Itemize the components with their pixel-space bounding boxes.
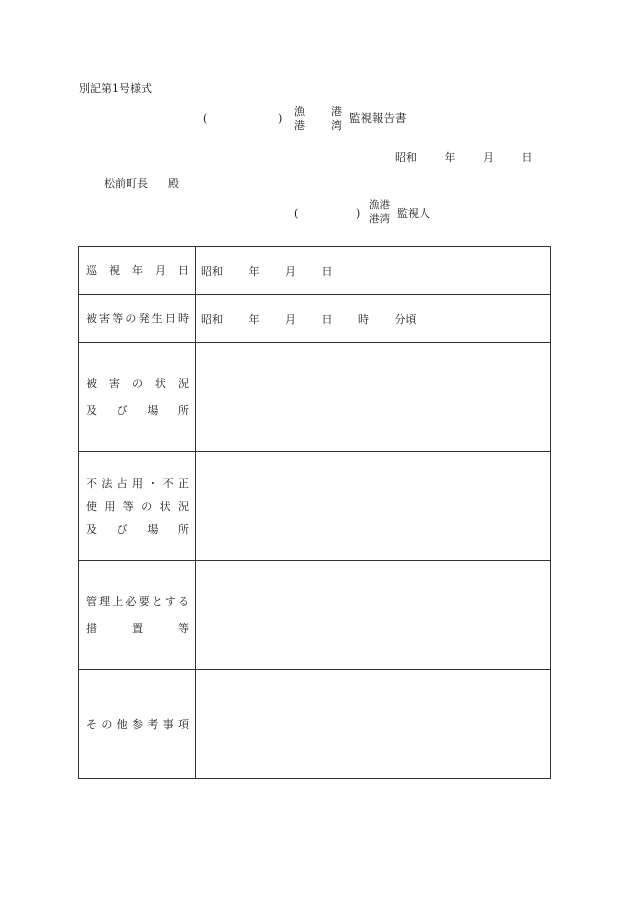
label-char: 月 [155, 264, 166, 277]
label-char: 等 [178, 622, 189, 635]
illegal-use-value[interactable] [196, 452, 551, 561]
label-char: の [125, 312, 137, 325]
label-char: 等 [112, 312, 124, 325]
measures-label [79, 561, 196, 670]
label-char: 被 [86, 377, 97, 390]
table-row [79, 670, 551, 779]
facility-type-char: 港 [294, 119, 305, 132]
label-char: 日 [178, 264, 189, 277]
title-paren-open: ( [203, 112, 208, 125]
label-char: 不 [86, 476, 97, 490]
report-table [78, 246, 551, 779]
label-char: 参 [131, 717, 143, 731]
sig-paren-close: ) [356, 207, 361, 220]
label-char: 上 [112, 595, 124, 608]
label-char: 用 [131, 476, 143, 490]
patrol-date-label [79, 247, 196, 295]
label-char: 害 [109, 377, 120, 390]
report-title: 監視報告書 [349, 111, 407, 125]
value-year: 年 [248, 312, 260, 326]
label-char: 発 [138, 312, 150, 325]
addressee-honorific: 殿 [168, 177, 179, 190]
label-char: 年 [132, 264, 143, 277]
label-char: 他 [116, 717, 128, 731]
other-notes-value[interactable] [196, 670, 551, 779]
label-char: 場 [147, 522, 159, 536]
patrol-date-value[interactable] [196, 247, 551, 295]
value-era: 昭和 [201, 312, 223, 326]
sig-paren-open: ( [294, 207, 299, 220]
label-char: 及 [86, 404, 97, 417]
report-date [395, 152, 533, 163]
label-char: 必 [125, 595, 137, 608]
label-char: 使 [86, 499, 97, 513]
label-char: 項 [177, 717, 189, 731]
table-row [79, 295, 551, 343]
label-char: 用 [104, 499, 116, 513]
label-char: 所 [177, 404, 189, 417]
table-row [79, 561, 551, 670]
label-char: 視 [109, 264, 120, 277]
label-char: 場 [147, 404, 159, 417]
addressee-name: 松前町長 [104, 177, 148, 190]
value-month: 月 [285, 264, 296, 278]
measures-value[interactable] [196, 561, 551, 670]
label-char: 害 [99, 312, 111, 325]
label-char: 被 [86, 312, 97, 325]
label-char: の [141, 499, 153, 513]
value-era: 昭和 [201, 264, 223, 278]
label-char: 状 [159, 499, 171, 513]
label-char: 占 [116, 476, 128, 490]
label-char: す [164, 595, 176, 608]
label-char: 所 [177, 522, 189, 536]
label-char: 巡 [86, 264, 97, 277]
label-char: 況 [177, 499, 189, 513]
other-notes-label [79, 670, 196, 779]
damage-value[interactable] [196, 343, 551, 452]
form-number-label: 別記第1号様式 [79, 82, 152, 95]
label-char: 正 [177, 476, 189, 490]
illegal-use-label [79, 452, 196, 561]
label-char: 時 [177, 312, 189, 325]
incident-datetime-label [79, 295, 196, 343]
label-char: の [132, 377, 143, 390]
label-char: 理 [99, 595, 111, 608]
label-char: ・ [147, 476, 159, 490]
value-minute: 分頃 [394, 312, 417, 326]
sig-role: 監視人 [397, 207, 430, 220]
sig-type-line2: 港湾 [369, 213, 390, 225]
facility-type-char: 湾 [331, 119, 342, 132]
label-char: そ [86, 717, 97, 731]
table-row [79, 247, 551, 295]
table-row [79, 343, 551, 452]
label-char: る [177, 595, 189, 608]
incident-datetime-value[interactable] [196, 295, 551, 343]
label-char: 法 [101, 476, 113, 490]
date-day: 日 [521, 151, 533, 164]
label-char: 事 [162, 717, 174, 731]
date-era: 昭和 [395, 151, 417, 164]
date-year: 年 [444, 151, 456, 164]
label-char: 要 [138, 595, 150, 608]
title-paren-close: ) [278, 112, 283, 125]
facility-type-char: 港 [331, 105, 342, 118]
label-char: 況 [178, 377, 189, 390]
label-char: び [116, 404, 128, 417]
facility-type-stack [294, 106, 342, 134]
label-char: と [151, 595, 163, 608]
label-char: び [116, 522, 128, 536]
sig-type-line1: 漁港 [369, 199, 390, 211]
label-char: 不 [162, 476, 174, 490]
value-hour: 時 [358, 312, 369, 326]
value-day: 日 [321, 264, 333, 278]
label-char: 日 [164, 312, 176, 325]
label-char: 及 [86, 522, 97, 536]
sig-type-stack [369, 200, 390, 228]
label-char: の [101, 717, 113, 731]
value-day: 日 [321, 312, 333, 326]
value-year: 年 [248, 264, 260, 278]
label-char: 置 [132, 622, 143, 635]
addressee [104, 178, 179, 189]
label-char: 考 [147, 717, 159, 731]
damage-label [79, 343, 196, 452]
label-char: 状 [155, 377, 166, 390]
label-char: 管 [86, 595, 97, 608]
table-row [79, 452, 551, 561]
label-char: 生 [151, 312, 163, 325]
date-month: 月 [483, 151, 494, 164]
value-month: 月 [285, 312, 296, 326]
label-char: 等 [122, 499, 134, 513]
label-char: 措 [86, 622, 97, 635]
facility-type-char: 漁 [294, 105, 305, 118]
